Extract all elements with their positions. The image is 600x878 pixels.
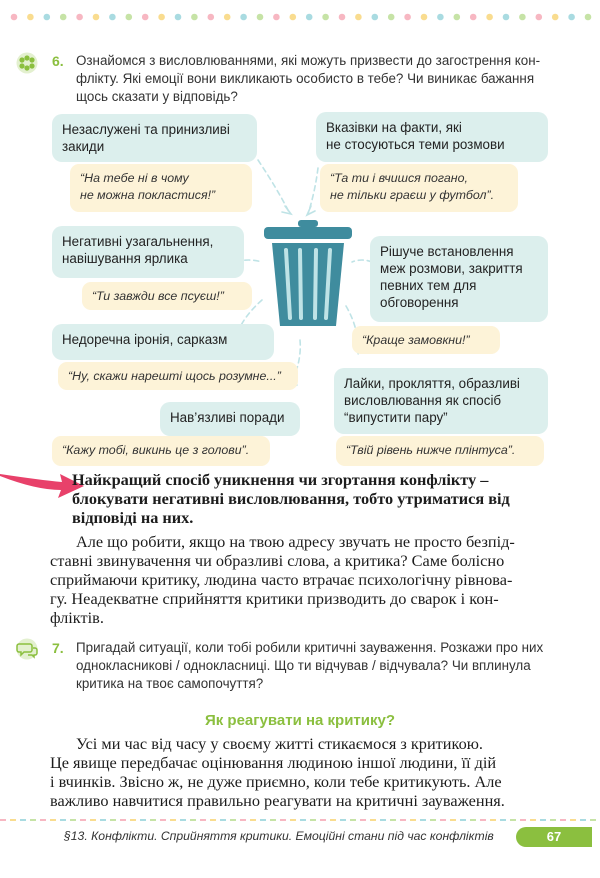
footer-dash [150, 819, 156, 821]
quote-cant-rely-on-you: “На тебе ні в чому не можна покластися!” [70, 164, 252, 212]
footer-dash [530, 819, 536, 821]
footer-dash [170, 819, 176, 821]
group-discussion-icon [14, 52, 40, 74]
decorative-dot [552, 14, 559, 21]
decorative-dot [568, 14, 575, 21]
card-irony-sarcasm: Недоречна іронія, сарказм [52, 324, 274, 360]
exercise-7-text: Пригадай ситуації, коли тобі робили критичні зауваження. Розкажи про них однокласникові / однокласниці. Що ти відчував / відчувала? Чи вплинула критика на твоє самопочуття? [76, 640, 544, 691]
quote-shut-up: “Краще замовкни!” [352, 326, 500, 354]
footer-dash [250, 819, 256, 821]
footer-dash [560, 819, 566, 821]
exercise-6-number: 6. [52, 53, 64, 69]
footer-dash [310, 819, 316, 821]
decorative-dot [486, 14, 493, 21]
decorative-dot [503, 14, 510, 21]
footer-dash [270, 819, 276, 821]
quote-get-it-out-of-head: “Кажу тобі, викинь це з голови”. [52, 436, 270, 466]
footer-dash [240, 819, 246, 821]
footer-dash [130, 819, 136, 821]
footer-dash [520, 819, 526, 821]
footer-dash [590, 819, 596, 821]
footer-dash [440, 819, 446, 821]
paragraph-criticism-intro: Але що робити, якщо на твою адресу звучать не просто безпід- ставні звинувачення чи образливі слова, а критика? Саме болісно сприймаючи критику, людина часто втрачає психологічну рівнова- гу. Неадекватне сприйняття критики призводить до сварок і кон- фліктів. [50, 532, 515, 627]
footer-dash [30, 819, 36, 821]
footer-dash [90, 819, 96, 821]
trash-bin-icon [260, 218, 356, 330]
decorative-dot [421, 14, 428, 21]
card-irrelevant-facts: Вказівки на факти, які не стосуються теми розмови [316, 112, 548, 162]
quote-say-something-smart: “Ну, скажи нарешті щось розумне...” [58, 362, 298, 390]
card-intrusive-advice: Нав’язливі поради [160, 402, 300, 436]
footer-dash [100, 819, 106, 821]
footer-dash [370, 819, 376, 821]
footer-dash [210, 819, 216, 821]
decorative-dots-top [8, 13, 592, 21]
key-rule: Найкращий спосіб уникнення чи згортання конфлікту – блокувати негативні висловлювання, тобто утриматися від відповіді на них. [72, 470, 510, 527]
footer-dash [400, 819, 406, 821]
footer-dash [540, 819, 546, 821]
footer-dash [200, 819, 206, 821]
footer-dash [490, 819, 496, 821]
footer-dash [0, 819, 6, 821]
paragraph-criticism-reaction: Усі ми час від часу у своєму житті стикаємося з критикою. Це явище передбачає оцінювання людиною іншої людини, її дій і вчинків. Звісно ж, не дуже приємно, коли тебе критикують. Але важливо навчитися правильно реагувати на критичні зауваження. [50, 734, 505, 810]
decorative-dot [519, 14, 526, 21]
footer-dash [320, 819, 326, 821]
footer-caption: §13. Конфлікти. Сприйняття критики. Емоційні стани під час конфліктів [64, 829, 494, 843]
card-negative-generalizations: Негативні узагальнення, навішування ярлика [52, 226, 244, 278]
footer-dash [350, 819, 356, 821]
footer-dash [300, 819, 306, 821]
footer-dash [260, 819, 266, 821]
footer-dash [70, 819, 76, 821]
footer-dash [180, 819, 186, 821]
footer-dash [280, 819, 286, 821]
decorative-dot [60, 14, 67, 21]
footer-dash [580, 819, 586, 821]
decorative-dot [306, 14, 313, 21]
quote-bad-at-school: “Та ти і вчишся погано, не тільки граєш у футбол”. [320, 164, 518, 212]
decorative-dot [191, 14, 198, 21]
footer-dash [390, 819, 396, 821]
footer-dash [550, 819, 556, 821]
decorative-dot [11, 14, 18, 21]
card-unfair-reproaches: Незаслужені та принизливі закиди [52, 114, 257, 162]
decorative-dot [372, 14, 379, 21]
decorative-dot [437, 14, 444, 21]
footer-dash [460, 819, 466, 821]
decorative-dot [109, 14, 116, 21]
decorative-dot [126, 14, 133, 21]
decorative-dot [224, 14, 231, 21]
footer-dash [290, 819, 296, 821]
decorative-dot [355, 14, 362, 21]
footer-dash [10, 819, 16, 821]
decorative-dot [76, 14, 83, 21]
footer-dash [430, 819, 436, 821]
exercise-6-text: Ознайомся з висловлюваннями, які можуть призвести до загострення кон- флікту. Які емоції вони викликають особисто в тебе? Чи виникає бажання щось сказати у відповідь? [76, 53, 541, 104]
footer-dash [410, 819, 416, 821]
exercise-7-number: 7. [52, 640, 64, 656]
decorative-dot [44, 14, 51, 21]
page-number: 67 [516, 827, 592, 847]
decorative-dot [273, 14, 280, 21]
decorative-dot [208, 14, 215, 21]
footer-dash [110, 819, 116, 821]
quote-below-baseboard: “Твій рівень нижче плінтуса”. [336, 436, 544, 466]
decorative-dot [257, 14, 264, 21]
decorative-dot [175, 14, 182, 21]
decorative-dot [388, 14, 395, 21]
decorative-dot [93, 14, 100, 21]
footer-dash [330, 819, 336, 821]
decorative-dot [585, 14, 592, 21]
decorative-dot [290, 14, 297, 21]
footer-dash [220, 819, 226, 821]
decorative-dot [142, 14, 149, 21]
footer-dash [80, 819, 86, 821]
decorative-dot [322, 14, 329, 21]
section-heading: Як реагувати на критику? [204, 712, 396, 729]
decorative-dot [158, 14, 165, 21]
footer-dash [380, 819, 386, 821]
decorative-dot [339, 14, 346, 21]
footer-dash [500, 819, 506, 821]
footer-dash [60, 819, 66, 821]
footer-dash [570, 819, 576, 821]
footer-dash [420, 819, 426, 821]
card-curses-insults: Лайки, прокляття, образливі висловлювання як спосіб “випустити пару” [334, 368, 548, 434]
footer-dash [470, 819, 476, 821]
footer-dash [120, 819, 126, 821]
decorative-dot [404, 14, 411, 21]
footer-divider [0, 818, 600, 822]
footer-dash [190, 819, 196, 821]
quote-always-ruin: “Ти завжди все псуєш!” [82, 282, 252, 310]
footer-dash [450, 819, 456, 821]
footer-dash [480, 819, 486, 821]
footer-dash [160, 819, 166, 821]
footer-dash [230, 819, 236, 821]
footer-dash [20, 819, 26, 821]
footer-dash [40, 819, 46, 821]
footer-dash [340, 819, 346, 821]
decorative-dot [536, 14, 543, 21]
speech-bubbles-icon [14, 638, 40, 660]
footer-dash [140, 819, 146, 821]
decorative-dot [454, 14, 461, 21]
decorative-dot [27, 14, 34, 21]
footer-dash [510, 819, 516, 821]
decorative-dot [470, 14, 477, 21]
footer-dash [50, 819, 56, 821]
card-setting-boundaries: Рішуче встановлення меж розмови, закриття певних тем для обговорення [370, 236, 548, 322]
footer-dash [360, 819, 366, 821]
decorative-dot [240, 14, 247, 21]
